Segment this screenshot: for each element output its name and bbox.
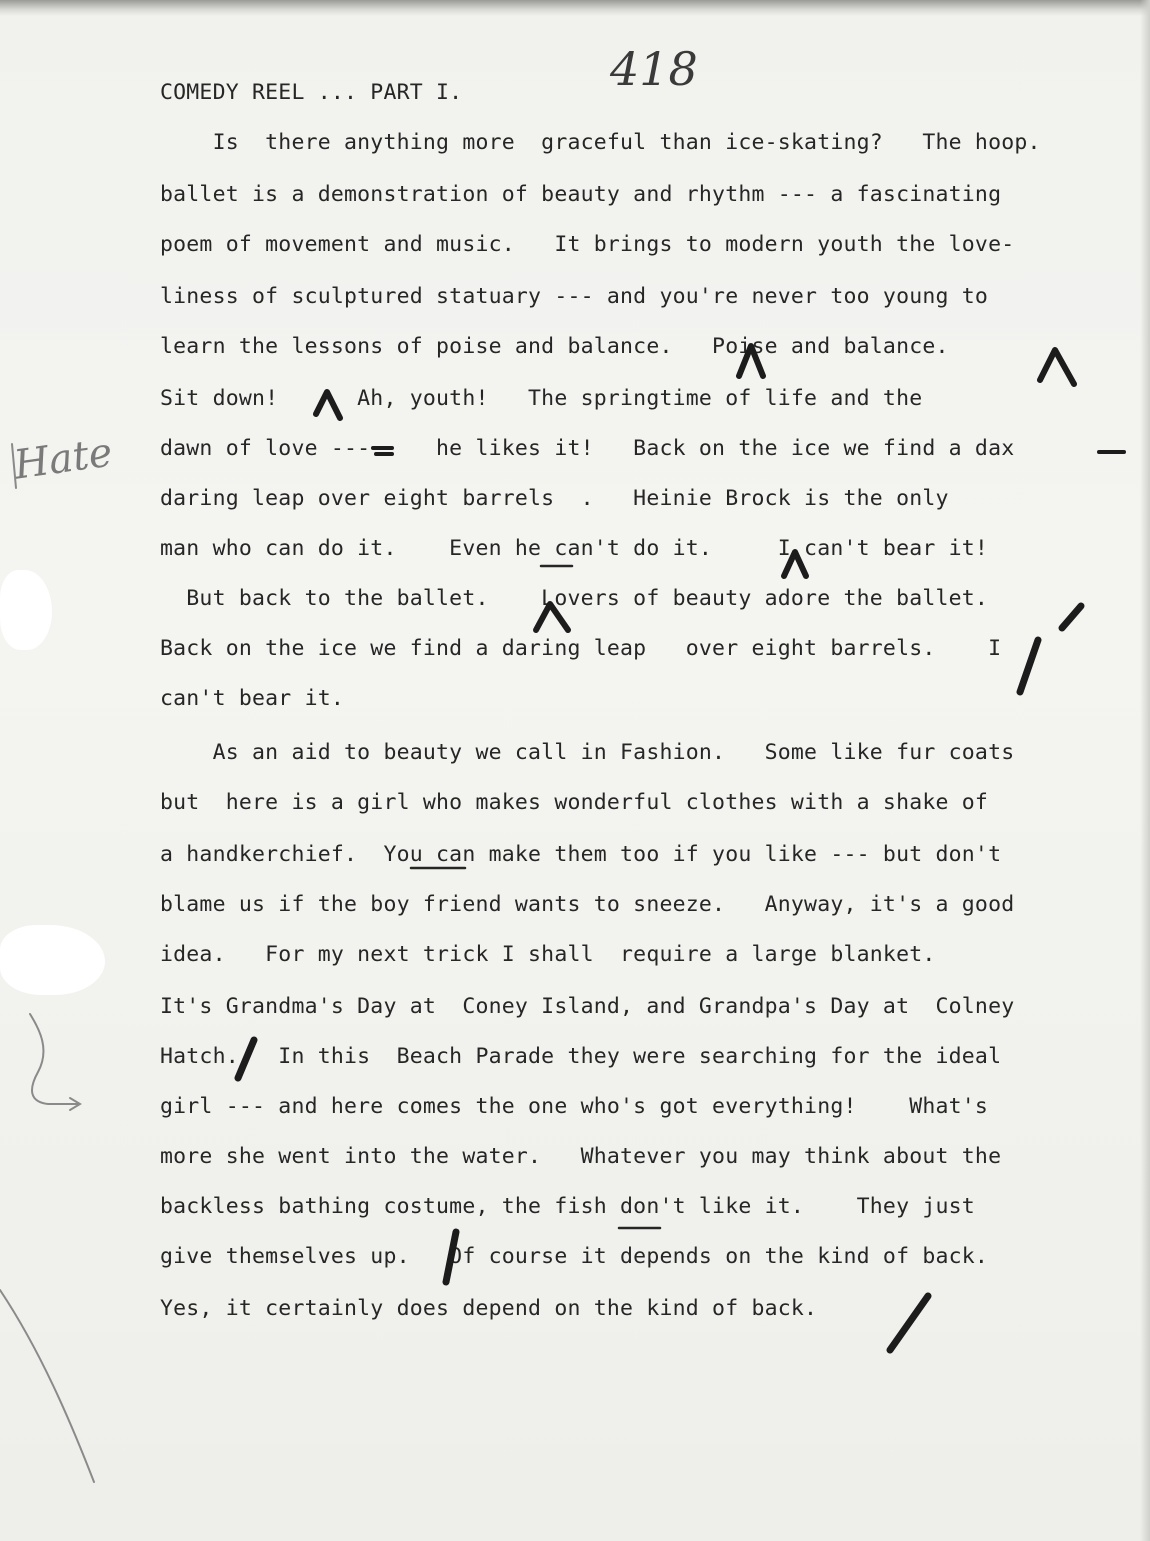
slash-mark (238, 1040, 254, 1078)
caret-mark (536, 604, 568, 630)
slash-mark (890, 1296, 928, 1350)
heading: COMEDY REEL ... PART I. (160, 80, 463, 105)
text-line: Yes, it certainly does depend on the kind of back. (160, 1296, 818, 1321)
text-line: poem of movement and music. It brings to modern youth the love- (160, 232, 1015, 257)
text-line: Is there anything more graceful than ice-skating? The hoop. (160, 130, 1041, 155)
text-line: but here is a girl who makes wonderful clothes with a shake of (160, 790, 989, 815)
text-line: man who can do it. Even he can't do it. I can't bear it! (160, 536, 989, 561)
text-line: give themselves up. Of course it depends on the kind of back. (160, 1244, 989, 1269)
text-line: dawn of love --- he likes it! Back on the ice we find a dax (160, 436, 1015, 461)
text-line: blame us if the boy friend wants to sneeze. Anyway, it's a good (160, 892, 1015, 917)
text-line: ballet is a demonstration of beauty and rhythm --- a fascinating (160, 182, 1002, 207)
text-line: Back on the ice we find a daring leap over eight barrels. I (160, 636, 1002, 661)
text-line: learn the lessons of poise and balance. Poise and balance. (160, 334, 949, 359)
text-line: As an aid to beauty we call in Fashion. Some like fur coats (160, 740, 1015, 765)
margin-scribble (12, 444, 16, 488)
slash-mark (1020, 640, 1038, 692)
margin-handwriting: Hate (11, 429, 116, 489)
margin-scribble (30, 1014, 78, 1104)
text-line: Sit down! Ah, youth! The springtime of life and the (160, 386, 923, 411)
text-line: It's Grandma's Day at Coney Island, and Grandpa's Day at Colney (160, 994, 1015, 1019)
caret-mark (739, 346, 763, 376)
handwritten-page-number: 418 (610, 42, 698, 96)
text-line: girl --- and here comes the one who's got everything! What's (160, 1094, 989, 1119)
text-line: backless bathing costume, the fish don't like it. They just (160, 1194, 975, 1219)
text-line: But back to the ballet. Lovers of beauty adore the ballet. (160, 586, 989, 611)
text-line: daring leap over eight barrels . Heinie Brock is the only (160, 486, 949, 511)
slash-mark (446, 1232, 456, 1282)
text-line: liness of sculptured statuary --- and you're never too young to (160, 284, 989, 309)
text-line: a handkerchief. You can make them too if you like --- but don't (160, 842, 1002, 867)
text-line: more she went into the water. Whatever you may think about the (160, 1144, 1002, 1169)
caret-mark (784, 552, 806, 576)
slash-mark (1062, 606, 1081, 628)
caret-mark (1040, 350, 1074, 384)
text-line: can't bear it. (160, 686, 345, 711)
caret-mark (316, 392, 340, 418)
text-line: Hatch. In this Beach Parade they were searching for the ideal (160, 1044, 1002, 1069)
paper-crease (0, 1290, 94, 1482)
text-line: idea. For my next trick I shall require a large blanket. (160, 942, 936, 967)
